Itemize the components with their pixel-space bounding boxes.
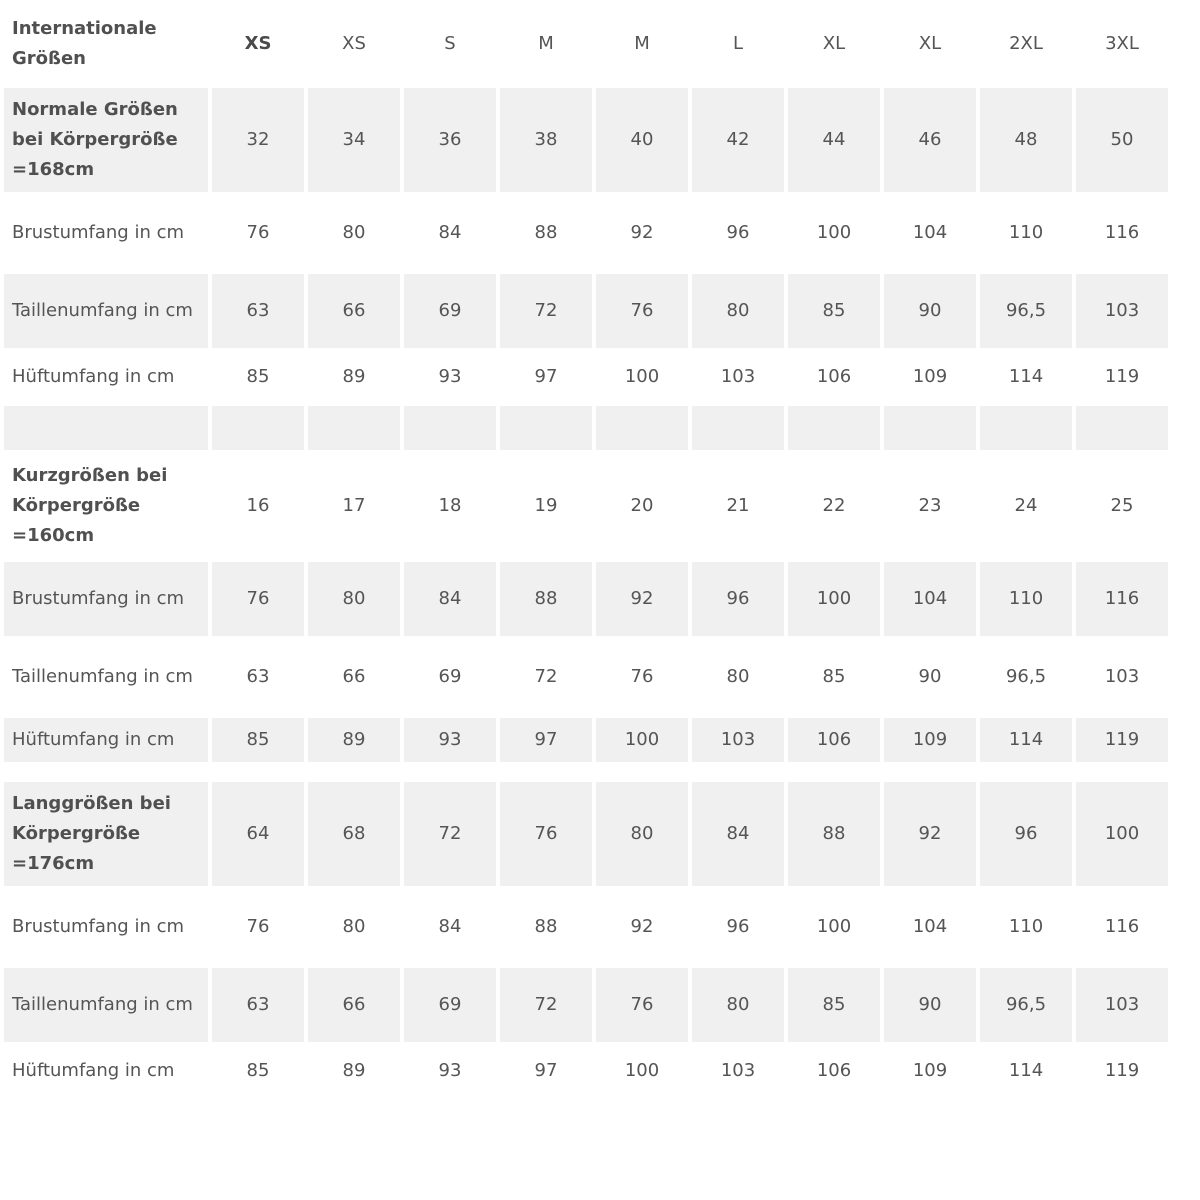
table-cell: 110	[1008, 222, 1044, 243]
measurement-row	[4, 274, 1168, 348]
measurement-row	[4, 562, 1168, 636]
row-label: Taillenumfang in cm	[12, 666, 193, 687]
table-cell: 48	[980, 88, 1072, 192]
table-cell: 97	[534, 1060, 558, 1081]
table-cell: XS	[342, 33, 366, 54]
table-cell: 76	[630, 666, 654, 687]
table-cell: 89	[308, 718, 400, 762]
table-cell: 69	[438, 666, 462, 687]
table-cell	[788, 406, 880, 450]
table-cell: 100	[624, 1060, 660, 1081]
table-cell	[692, 406, 784, 450]
table-cell: 85	[788, 968, 880, 1042]
table-cell: 103	[1104, 666, 1140, 687]
table-cell: 72	[404, 782, 496, 886]
table-cell: 92	[884, 782, 976, 886]
table-cell: 96	[726, 916, 750, 937]
table-cell: 68	[308, 782, 400, 886]
table-cell: 63	[246, 666, 270, 687]
table-cell	[884, 406, 976, 450]
table-cell: 18	[438, 495, 462, 516]
table-cell: 16	[246, 495, 270, 516]
row-label: Brustumfang in cm	[12, 916, 185, 937]
table-cell: 36	[404, 88, 496, 192]
table-cell	[884, 766, 976, 778]
table-cell: 106	[816, 1060, 852, 1081]
table-cell: 96,5	[980, 274, 1072, 348]
spacer-row	[4, 406, 1168, 450]
table-cell: 92	[596, 562, 688, 636]
table-cell: 106	[788, 718, 880, 762]
table-cell: 109	[912, 1060, 948, 1081]
table-cell: 46	[884, 88, 976, 192]
table-cell: 3XL	[1105, 33, 1139, 54]
table-cell: S	[444, 33, 456, 54]
section-header-row	[4, 454, 1168, 558]
table-cell: 24	[1014, 495, 1038, 516]
table-cell: 22	[822, 495, 846, 516]
table-cell: 109	[912, 366, 948, 387]
table-cell	[1076, 406, 1168, 450]
table-cell: 40	[596, 88, 688, 192]
table-cell: 85	[246, 1060, 270, 1081]
row-label: Hüftumfang in cm	[4, 718, 208, 762]
table-cell: 80	[308, 562, 400, 636]
table-cell: 106	[816, 366, 852, 387]
table-cell: 90	[884, 274, 976, 348]
table-cell: 96	[692, 562, 784, 636]
table-cell	[692, 766, 784, 778]
table-cell: 63	[212, 274, 304, 348]
table-cell: 96	[980, 782, 1072, 886]
table-cell: 88	[500, 562, 592, 636]
table-cell: 76	[500, 782, 592, 886]
table-cell: 119	[1104, 366, 1140, 387]
table-cell: 110	[1008, 916, 1044, 937]
table-cell: 20	[630, 495, 654, 516]
table-cell: 21	[726, 495, 750, 516]
row-label: Taillenumfang in cm	[4, 968, 208, 1042]
row-label: Brustumfang in cm	[4, 562, 208, 636]
table-cell: 93	[404, 718, 496, 762]
table-cell	[980, 406, 1072, 450]
measurement-row	[4, 890, 1168, 964]
table-cell: 80	[692, 968, 784, 1042]
table-cell: 76	[246, 222, 270, 243]
table-cell: 17	[342, 495, 366, 516]
table-cell: 80	[692, 274, 784, 348]
table-cell: 76	[596, 968, 688, 1042]
table-cell: 119	[1076, 718, 1168, 762]
table-cell: 84	[404, 562, 496, 636]
section-header-row	[4, 88, 1168, 192]
row-label: Normale Größen bei Körpergröße =168cm	[4, 88, 208, 192]
table-cell: 34	[308, 88, 400, 192]
table-cell: 90	[918, 666, 942, 687]
table-cell: 25	[1110, 495, 1134, 516]
table-cell: 88	[788, 782, 880, 886]
table-cell: 84	[438, 916, 462, 937]
row-label: Hüftumfang in cm	[12, 1060, 175, 1081]
table-cell: 85	[246, 366, 270, 387]
table-cell: 103	[1076, 274, 1168, 348]
table-cell: 38	[500, 88, 592, 192]
table-cell: 63	[212, 968, 304, 1042]
table-cell: M	[634, 33, 650, 54]
measurement-row	[4, 196, 1168, 270]
table-cell: 88	[534, 916, 558, 937]
table-cell	[596, 766, 688, 778]
table-cell: 32	[212, 88, 304, 192]
table-cell: 64	[212, 782, 304, 886]
table-cell: M	[538, 33, 554, 54]
table-cell: 76	[596, 274, 688, 348]
table-cell: 89	[342, 1060, 366, 1081]
table-cell: XS	[244, 33, 272, 54]
row-label	[4, 766, 208, 778]
table-cell: 96,5	[980, 968, 1072, 1042]
table-cell: 104	[912, 222, 948, 243]
row-label: Hüftumfang in cm	[12, 366, 175, 387]
table-cell: 114	[1008, 366, 1044, 387]
table-cell: 72	[534, 666, 558, 687]
table-cell: 84	[438, 222, 462, 243]
table-cell: 104	[884, 562, 976, 636]
table-cell: 100	[816, 916, 852, 937]
table-cell: 23	[918, 495, 942, 516]
table-cell: 114	[1008, 1060, 1044, 1081]
table-cell: 114	[980, 718, 1072, 762]
table-cell: 93	[438, 366, 462, 387]
table-cell: 116	[1076, 562, 1168, 636]
table-cell: 69	[404, 968, 496, 1042]
international-sizes-row	[4, 4, 1168, 84]
table-cell: 84	[692, 782, 784, 886]
measurement-row	[4, 640, 1168, 714]
row-label: Internationale Größen	[12, 18, 157, 69]
row-label: Brustumfang in cm	[12, 222, 185, 243]
table-cell: 69	[404, 274, 496, 348]
table-cell	[404, 406, 496, 450]
table-cell: XL	[918, 33, 942, 54]
table-cell: 85	[212, 718, 304, 762]
table-cell: 100	[788, 562, 880, 636]
table-cell: 103	[720, 1060, 756, 1081]
table-cell: 103	[720, 366, 756, 387]
table-cell: 76	[212, 562, 304, 636]
table-cell: 100	[624, 366, 660, 387]
measurement-row	[4, 352, 1168, 402]
measurement-row	[4, 1046, 1168, 1096]
section-header-row	[4, 782, 1168, 886]
table-cell: 110	[980, 562, 1072, 636]
table-cell	[788, 766, 880, 778]
measurement-row	[4, 718, 1168, 762]
table-cell: 80	[342, 222, 366, 243]
table-cell: 2XL	[1009, 33, 1043, 54]
table-cell: 19	[534, 495, 558, 516]
table-cell: 80	[342, 916, 366, 937]
table-cell: 44	[788, 88, 880, 192]
table-cell: 96,5	[1005, 666, 1047, 687]
table-cell: 80	[726, 666, 750, 687]
measurement-row	[4, 968, 1168, 1042]
table-cell: 66	[308, 274, 400, 348]
gap-row	[4, 766, 1168, 778]
table-cell	[500, 406, 592, 450]
table-cell: 80	[596, 782, 688, 886]
table-cell: 97	[534, 366, 558, 387]
table-cell: L	[732, 33, 744, 54]
table-cell	[308, 406, 400, 450]
table-cell: 104	[912, 916, 948, 937]
table-cell: 96	[726, 222, 750, 243]
table-cell: 85	[822, 666, 846, 687]
table-cell: 119	[1104, 1060, 1140, 1081]
table-cell	[1076, 766, 1168, 778]
row-label: Kurzgrößen bei Körpergröße =160cm	[12, 465, 168, 546]
table-cell: 92	[630, 222, 654, 243]
table-cell: 88	[534, 222, 558, 243]
table-cell: 90	[884, 968, 976, 1042]
table-cell: 100	[1076, 782, 1168, 886]
table-cell	[404, 766, 496, 778]
table-cell	[212, 406, 304, 450]
size-chart-body	[4, 4, 1168, 1096]
table-cell	[980, 766, 1072, 778]
table-cell: 100	[816, 222, 852, 243]
table-cell: 100	[596, 718, 688, 762]
table-cell: 103	[1076, 968, 1168, 1042]
row-label: Taillenumfang in cm	[4, 274, 208, 348]
table-cell: 85	[788, 274, 880, 348]
table-cell: 42	[692, 88, 784, 192]
row-label: Langgrößen bei Körpergröße =176cm	[4, 782, 208, 886]
table-cell: XL	[822, 33, 846, 54]
table-cell	[596, 406, 688, 450]
table-cell: 76	[246, 916, 270, 937]
table-cell	[500, 766, 592, 778]
table-cell: 66	[308, 968, 400, 1042]
table-cell: 97	[500, 718, 592, 762]
table-cell: 93	[438, 1060, 462, 1081]
table-cell: 89	[342, 366, 366, 387]
row-label	[4, 406, 208, 450]
table-cell: 103	[692, 718, 784, 762]
table-cell: 50	[1076, 88, 1168, 192]
table-cell: 109	[884, 718, 976, 762]
table-cell	[212, 766, 304, 778]
table-cell: 116	[1104, 916, 1140, 937]
table-cell: 66	[342, 666, 366, 687]
table-cell: 92	[630, 916, 654, 937]
table-cell	[308, 766, 400, 778]
table-cell: 72	[500, 968, 592, 1042]
table-cell: 72	[500, 274, 592, 348]
table-cell: 116	[1104, 222, 1140, 243]
